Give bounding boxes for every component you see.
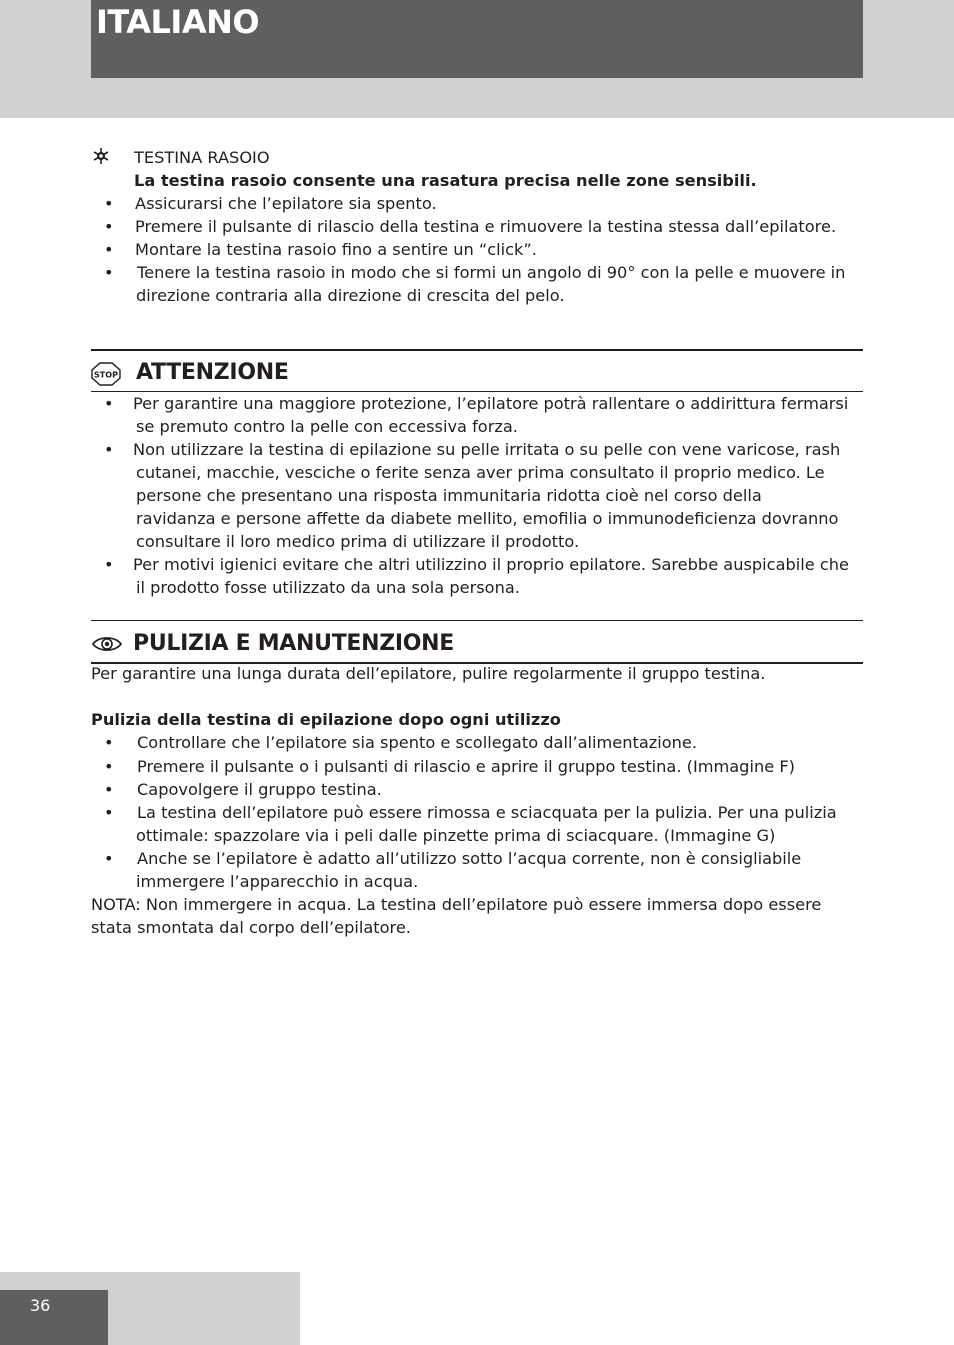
- sun-burst-icon: [91, 146, 111, 166]
- list-item-continuation: direzione contraria alla direzione di crescita del pelo.: [136, 286, 565, 305]
- cleaning-intro: Per garantire una lunga durata dell’epilatore, pulire regolarmente il gruppo testina.: [91, 664, 766, 683]
- razor-head-subtitle: La testina rasoio consente una rasatura precisa nelle zone sensibili.: [134, 171, 757, 190]
- bullet: •: [104, 440, 114, 459]
- bullet: •: [104, 803, 114, 822]
- list-item-continuation: consultare il loro medico prima di utilizzare il prodotto.: [136, 532, 580, 551]
- bullet: •: [104, 780, 114, 799]
- cleaning-title: PULIZIA E MANUTENZIONE: [133, 631, 455, 656]
- page-title: ITALIANO: [96, 3, 260, 41]
- list-item-continuation: immergere l’apparecchio in acqua.: [136, 872, 419, 891]
- footer-page-box: [0, 1290, 108, 1345]
- svg-text:STOP: STOP: [94, 370, 118, 380]
- bullet: •: [104, 849, 114, 868]
- note-text: stata smontata dal corpo dell’epilatore.: [91, 918, 411, 937]
- razor-head-title: TESTINA RASOIO: [134, 148, 270, 167]
- list-item-continuation: ottimale: spazzolare via i peli dalle pinzette prima di sciacquare. (Immagine G): [136, 826, 776, 845]
- list-item-continuation: se premuto contro la pelle con eccessiva forza.: [136, 417, 518, 436]
- list-item-continuation: ravidanza e persone affette da diabete mellito, emofilia o immunodeficienza dovranno: [136, 509, 839, 528]
- page-number: 36: [30, 1296, 51, 1315]
- bullet: •: [104, 555, 114, 574]
- section-rule: [91, 620, 863, 621]
- eye-icon: [91, 634, 123, 654]
- stop-icon: [91, 362, 121, 386]
- bullet: •: [104, 194, 114, 213]
- cleaning-subheading: Pulizia della testina di epilazione dopo ogni utilizzo: [91, 710, 561, 729]
- attention-title: ATTENZIONE: [136, 360, 289, 385]
- bullet: •: [104, 757, 114, 776]
- list-item-continuation: cutanei, macchie, vesciche o ferite senza aver prima consultato il proprio medico. Le: [136, 463, 825, 482]
- bullet: •: [104, 733, 114, 752]
- section-rule: [91, 349, 863, 351]
- note-text: NOTA: Non immergere in acqua. La testina dell’epilatore può essere immersa dopo essere: [91, 895, 822, 914]
- bullet: •: [104, 263, 114, 282]
- bullet: •: [104, 217, 114, 236]
- list-item-continuation: il prodotto fosse utilizzato da una sola persona.: [136, 578, 520, 597]
- bullet: •: [104, 240, 114, 259]
- bullet: •: [104, 394, 114, 413]
- list-item-continuation: persone che presentano una risposta immunitaria ridotta cioè nel corso della: [136, 486, 762, 505]
